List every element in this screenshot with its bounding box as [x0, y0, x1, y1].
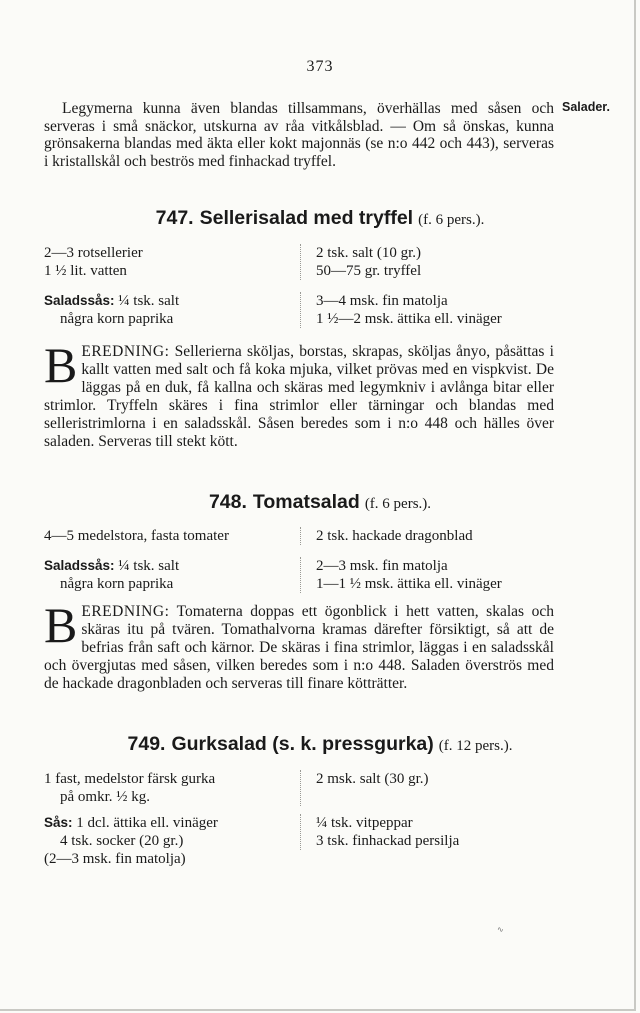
ingredient: 3—4 msk. fin matolja	[316, 293, 448, 309]
drop-cap: B	[44, 597, 78, 653]
ingredient: några korn paprika	[60, 311, 174, 327]
ingredient: 4 tsk. socker (20 gr.)	[60, 833, 184, 849]
ingredient: 1 dcl. ättika ell. vinäger	[76, 815, 218, 831]
recipe-name: Gurksalad (s. k. pressgurka)	[171, 733, 434, 755]
ingredient: 2 msk. salt (30 gr.)	[316, 771, 429, 787]
ingredient: 1 ½ lit. vatten	[44, 263, 127, 279]
drop-cap: B	[44, 337, 78, 393]
print-mark: ∿	[497, 925, 504, 934]
recipe-serves: (f. 6 pers.).	[364, 496, 432, 512]
intro-text: Legymerna kunna även blandas tillsammans, överhällas med såsen och serveras i små snäckor, utskurna av råa vitkålsblad. — Om så önskas, kunna grönsakerna blandas med äkta eller kokt majonnäs (se n:o 442 och 443), serveras i kristallskål och beströs med finhackad tryffel.	[44, 100, 554, 170]
ingredient: några korn paprika	[60, 576, 174, 592]
recipe-747-title	[0, 207, 640, 230]
method-lead: EREDNING:	[81, 343, 170, 360]
method-lead: EREDNING:	[81, 603, 170, 620]
recipe-number: 748.	[208, 491, 247, 513]
margin-note: Salader.	[562, 100, 610, 114]
ingredient: 3 tsk. finhackad persilja	[316, 833, 460, 849]
recipe-748-method	[44, 597, 554, 693]
ingredient: ¼ tsk. salt	[118, 293, 180, 309]
ingredient: 1—1 ½ msk. ättika ell. vinäger	[316, 576, 502, 592]
ingredient: 4—5 medelstora, fasta tomater	[44, 528, 229, 544]
recipe-number: 749.	[127, 733, 166, 755]
method-text: Sellerierna sköljas, borstas, skrapas, sköljas ånyo, påsättas i kallt vatten med salt och få koka mjuka, vilket prövas med en vispkvist. De läggas på en duk, få kallna och skäras med legymkniv i avlånga bitar eller strimlor. Tryffeln skäres i fina strimlor eller tärningar och blandas med selleristrimlorna i en saladsskål. Såsen beredes som i n:o 448 och hälles över saladen. Serveras till stekt kött.	[44, 343, 554, 450]
sauce-label: Saladssås:	[44, 558, 115, 573]
ingredient: 2—3 rotsellerier	[44, 245, 143, 261]
recipe-749-title	[0, 733, 640, 756]
ingredient: 2—3 msk. fin matolja	[316, 558, 448, 574]
ingredient: ¼ tsk. salt	[118, 558, 180, 574]
column-separator	[300, 814, 301, 850]
column-separator	[300, 557, 301, 593]
column-separator	[300, 527, 301, 545]
column-separator	[300, 244, 301, 280]
ingredient: (2—3 msk. fin matolja)	[44, 851, 186, 867]
recipe-name: Sellerisalad med tryffel	[199, 207, 414, 229]
ingredient: 2 tsk. hackade dragonblad	[316, 528, 473, 544]
ingredient: på omkr. ½ kg.	[60, 789, 150, 805]
recipe-serves: (f. 12 pers.).	[438, 738, 513, 754]
sauce-label: Sås:	[44, 815, 73, 830]
recipe-747-method	[44, 337, 554, 451]
recipe-number: 747.	[155, 207, 194, 229]
page-number: 373	[306, 58, 334, 75]
ingredient: ¼ tsk. vitpeppar	[316, 815, 413, 831]
ingredient: 1 ½—2 msk. ättika ell. vinäger	[316, 311, 502, 327]
ingredient: 1 fast, medelstor färsk gurka	[44, 771, 216, 787]
column-separator	[300, 770, 301, 806]
sauce-label: Saladssås:	[44, 293, 115, 308]
recipe-name: Tomatsalad	[252, 491, 360, 513]
intro-paragraph	[44, 100, 554, 170]
recipe-748-title	[0, 491, 640, 514]
column-separator	[300, 292, 301, 328]
method-text: Tomaterna doppas ett ögonblick i hett vatten, skalas och skäras itu på tvären. Tomathalvorna kramas därefter försiktigt, så att de befrias från saft och kärnor. De skäras i fina strimlor, läggas i en saladsskål och övergjutas med såsen, vilken beredes som i n:o 448. Saladen överströs med de hackade dragonbladen och serveras till finare kötträtter.	[44, 603, 554, 692]
ingredient: 2 tsk. salt (10 gr.)	[316, 245, 421, 261]
ingredient: 50—75 gr. tryffel	[316, 263, 422, 279]
recipe-serves: (f. 6 pers.).	[418, 212, 485, 228]
